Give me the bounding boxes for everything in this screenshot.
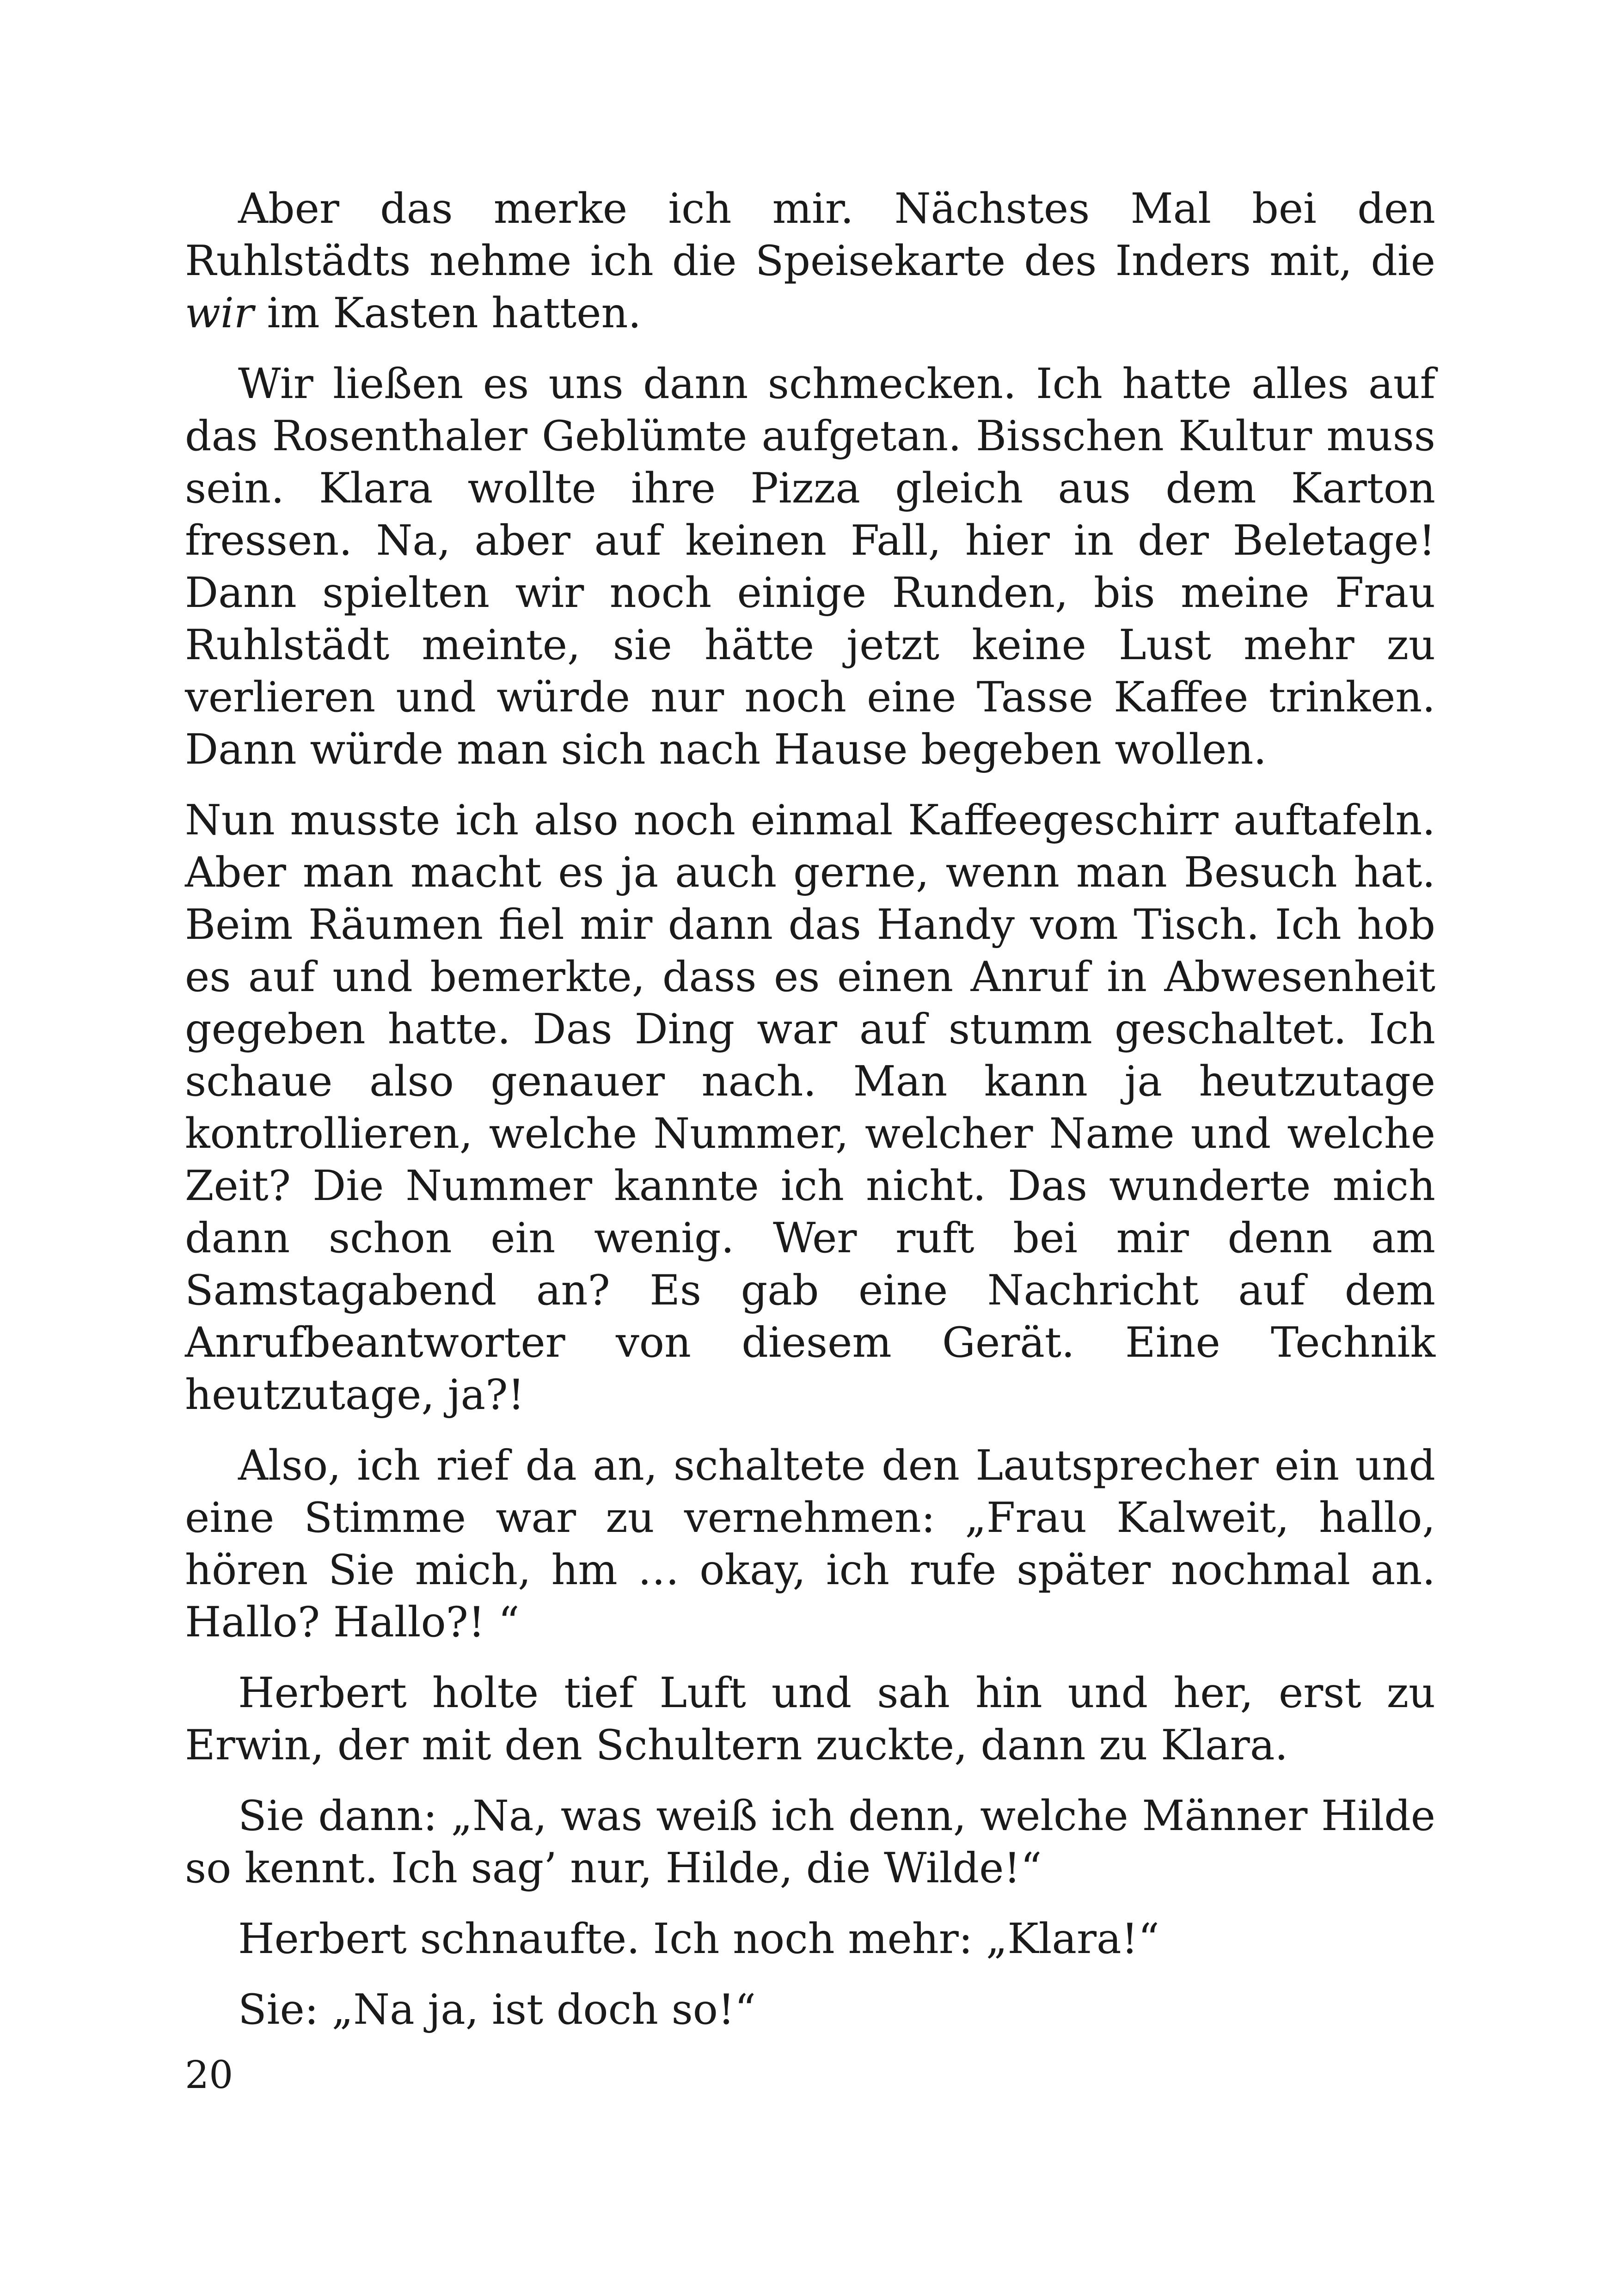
paragraph-1 — [185, 183, 1435, 339]
paragraph-8: Sie: „Na ja, ist doch so!“ — [238, 1985, 756, 2034]
paragraph-7: Herbert schnaufte. Ich noch mehr: „Klara!“ — [238, 1915, 1159, 1963]
paragraph-3: Nun musste ich also noch einmal Kaffeegeschirr auftafeln. Aber man macht es ja auch gerne, wenn man Besuch hat. Beim Räumen fiel mir dann das Handy vom Tisch. Ich hob es auf und bemerkte, dass es einen Anruf in Abwesenheit gegeben hatte. Das Ding war auf stumm geschaltet. Ich schaue also genauer nach. Man kann ja heutzutage kontrollieren, welche Nummer, welcher Name und welche Zeit? Die Nummer kannte ich nicht. Das wunderte mich dann schon ein wenig. Wer ruft bei mir denn am Samstagabend an? Es gab eine Nachricht auf dem Anrufbeantworter von diesem Gerät. Eine Technik heutzutage, ja?! — [185, 796, 1435, 1419]
paragraph-1-after: im Kasten hatten. — [253, 289, 642, 337]
paragraph-4: Also, ich rief da an, schaltete den Lautsprecher ein und eine Stimme war zu vernehmen: „Frau Kalweit, hallo, hören Sie mich, hm … okay, ich rufe später nochmal an. Hallo? Hallo?! “ — [185, 1441, 1435, 1647]
paragraph-6: Sie dann: „Na, was weiß ich denn, welche Männer Hilde so kennt. Ich sag’ nur, Hilde, die Wilde!“ — [185, 1792, 1435, 1892]
page-number: 20 — [185, 2053, 233, 2097]
paragraph-5: Herbert holte tief Luft und sah hin und her, erst zu Erwin, der mit den Schultern zuckte, dann zu Klara. — [185, 1669, 1435, 1769]
paragraph-1-before: Aber das merke ich mir. Nächstes Mal bei den Ruhlstädts nehme ich die Speisekarte des Inders mit, die — [185, 184, 1435, 285]
body-text — [185, 183, 1435, 2054]
paragraph-2: Wir ließen es uns dann schmecken. Ich hatte alles auf das Rosenthaler Geblümte aufgetan. Bisschen Kultur muss sein. Klara wollte ihre Pizza gleich aus dem Karton fressen. Na, aber auf keinen Fall, hier in der Beletage! Dann spielten wir noch einige Runden, bis meine Frau Ruhlstädt meinte, sie hätte jetzt keine Lust mehr zu verlieren und würde nur noch eine Tasse Kaffee trinken. Dann würde man sich nach Hause begeben wollen. — [185, 360, 1435, 774]
paragraph-1-emphasis: wir — [185, 289, 254, 337]
